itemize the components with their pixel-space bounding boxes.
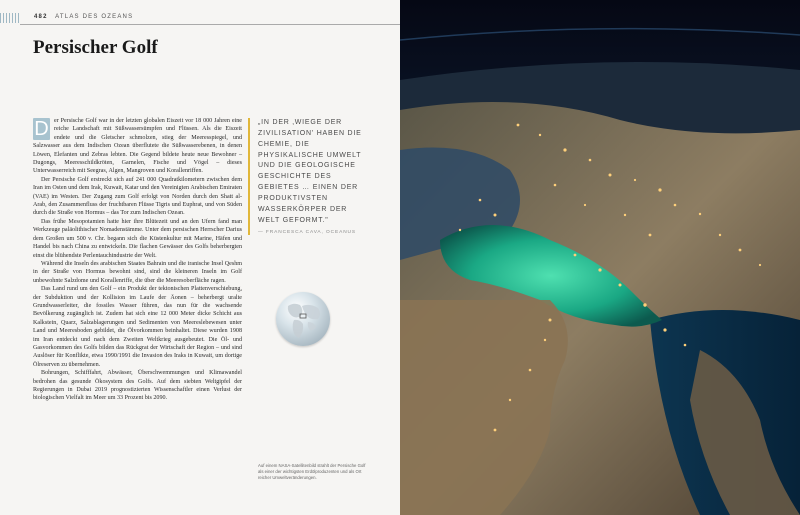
paragraph-4: Während die Inseln des arabischen Staates Bahrain und die iranische Insel Qeshm in der Straße von Hormus bewohnt sind, sind die kleineren Inseln im Golf unbewohnte Salzdome und Korallenriffe, die über die Meeresoberfläche ragen. [33, 260, 242, 284]
paragraph-1: D er Persische Golf war in der letzten globalen Eiszeit vor 18 000 Jahren eine reiche Landschaft mit Süßwassersümpfen und Flüssen. Als die Eiszeit endete und die Gletscher schmolzen, stieg der Meeresspiegel, und Salzwasser aus dem Indischen Ozean überflutete die Süßwasserebenen, in denen Löwen, Elefanten und Zebras lebten. Die Gegend bildete heute neue Bewohner – Dugongs, Meeresschildkröten, Garnelen, Fische und Vögel – dieses Unterwasserreich mit Seegras, Algen, Mangroven und Korallenriffen. [33, 118, 242, 175]
satellite-image [400, 0, 800, 515]
pull-quote [248, 118, 364, 235]
page-number: 482 [34, 14, 48, 20]
running-header [34, 14, 133, 20]
running-title: ATLAS DES OZEANS [55, 14, 134, 20]
header-rule [20, 24, 400, 25]
drop-cap: D [34, 118, 49, 140]
globe-locator-icon [276, 292, 330, 346]
paragraph-2: Der Persische Golf erstreckt sich auf 241 000 Quadratkilometern zwischen dem Iran im Osten und dem Irak, Kuwait, Katar und den Vereinigten Arabischen Emiraten (VAE) im Westen. Der Zugang zum Golf erfolgt von Norden durch den Shatt al-Arab, den Zusammenfluss der fruchtbaren Flüsse Tigris und Euphrat, und von Süden durch die Straße von Hormus – das Tor zum Indischen Ozean. [33, 176, 242, 217]
article-body [33, 117, 242, 403]
pull-quote-source: — FRANCESCA CAVA, OCEANUS [258, 230, 357, 236]
paragraph-5: Das Land rund um den Golf – ein Produkt der tektonischen Plattenverschiebung, der Subduktion und der Kollision im Laufe der Äonen – beherbergt uralte Grundwasserleiter, die fossiles Wasser führen, das nun für die wachsende Bevölkerung zugänglich ist. Zudem hat sich eine 12 000 Meter dicke Schicht aus Kalkstein, Quarz, Salzablagerungen und Sedimenten von Meereslebewesen unter Land und Meeresboden gebildet, die Ölvorkommen beinhaltet. Diese wurden 1908 im Iran entdeckt und nach dem Zweiten Weltkrieg ausgebeutet. Die Öl- und Gasvorkommen des Golfs bilden das Rückgrat der Wirtschaft der Region – und sind Auslöser für Konflikte, etwa 1990/1991 die Invasion des Iraks in Kuwait, um dortige Ölreserven zu übernehmen. [33, 286, 242, 368]
header-stripe-decoration [0, 13, 20, 23]
article-title: Persischer Golf [33, 37, 158, 58]
pull-quote-text: „IN DER ‚WIEGE DER ZIVILISATION' HABEN DIE CHEMIE, DIE PHYSIKALISCHE UMWELT UND DIE GEOLOGISCHE GESCHICHTE DES GEBIETES … EINEN DER PRODUKTIVSTEN WASSERKÖRPER DER WELT GEFORMT." [258, 119, 362, 224]
paragraph-6: Bohrungen, Schifffahrt, Abwässer, Überschwemmungen und Klimawandel bedrohen das gesunde Ökosystem des Golfs. Auf dem siebten Weltgipfel der Regierungen in Dubai 2019 prognostizierten Wissenschaftler einen Verlust der biologischen Vielfalt im Meer um 33 Prozent bis 2090. [33, 370, 242, 402]
paragraph-3: Das frühe Mesopotamien hatte hier ihre Blütezeit und an den Ufern fand man Werkzeuge paläolithischer Nomadenstämme. Unter dem persischen Herrscher Darius dem Großen um 500 v. Chr. begann sich die Küstenkultur mit Marine, Häfen und Handel bis nach China zu entwickeln. Die flachen Gewässer des Golfs beherbergten einst die blühendste Perlentauchindustrie der Welt. [33, 218, 242, 259]
photo-caption: Auf einem NASA-Satellitenbild strahlt der Persische Golf als einer der wichtigsten Erdölproduzenten und als Ort reicher Umweltveränderungen. [258, 463, 366, 480]
